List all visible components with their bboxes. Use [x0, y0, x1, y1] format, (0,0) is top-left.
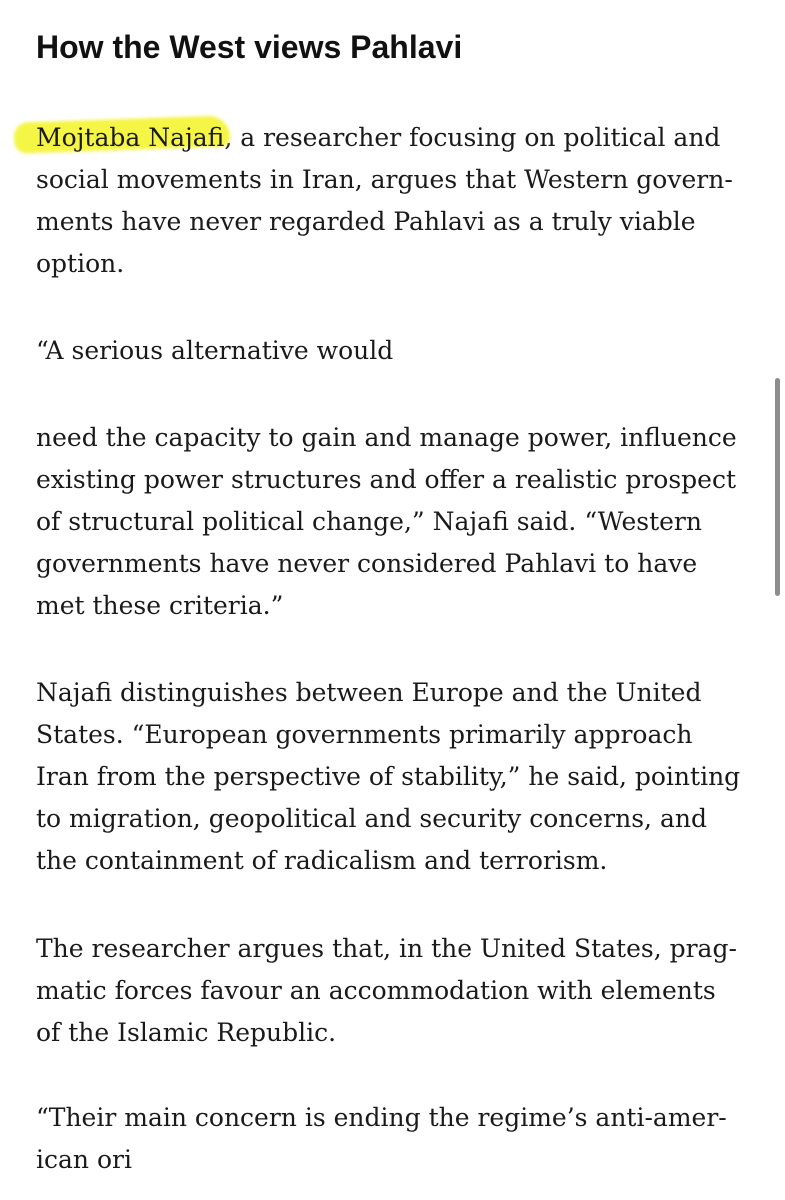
paragraph-3: [36, 417, 766, 627]
paragraph-5: [36, 928, 766, 1054]
paragraph-line: “A serious alternative would: [36, 336, 394, 365]
paragraph-line: to migration, geopolitical and security concerns, and: [36, 804, 707, 833]
paragraph-line: of structural political change,” Najafi said. “Western: [36, 507, 702, 536]
paragraph-line: “Their main concern is ending the regime’s anti-amer-: [36, 1103, 727, 1132]
paragraph-line: the containment of radicalism and terrorism.: [36, 846, 608, 875]
paragraph-line: Najafi distinguishes between Europe and the United: [36, 678, 702, 707]
paragraph-line: option.: [36, 249, 125, 278]
paragraph-text: , a researcher focusing on political and: [224, 123, 721, 152]
paragraph-line: social movements in Iran, argues that Western govern-: [36, 165, 733, 194]
paragraph-line: The researcher argues that, in the United States, prag-: [36, 934, 737, 963]
paragraph-line: ican ori: [36, 1145, 132, 1174]
paragraph-line: existing power structures and offer a realistic prospect: [36, 465, 737, 494]
paragraph-2: [36, 330, 766, 372]
paragraph-line: met these criteria.”: [36, 591, 284, 620]
paragraph-line: need the capacity to gain and manage power, influence: [36, 423, 737, 452]
paragraph-line: governments have never considered Pahlavi to have: [36, 549, 698, 578]
section-heading: How the West views Pahlavi: [36, 29, 463, 65]
paragraph-6: [36, 1097, 766, 1181]
paragraph-line: matic forces favour an accommodation with elements: [36, 976, 716, 1005]
paragraph-line: of the Islamic Republic.: [36, 1018, 337, 1047]
paragraph-line: [36, 117, 766, 159]
paragraph-4: [36, 672, 766, 882]
highlighted-name: Mojtaba Najafi: [36, 123, 225, 152]
scrollbar-thumb[interactable]: [775, 378, 780, 596]
paragraph-1: [36, 117, 766, 285]
paragraph-line: States. “European governments primarily approach: [36, 720, 693, 749]
paragraph-line: ments have never regarded Pahlavi as a truly viable: [36, 207, 696, 236]
paragraph-line: Iran from the perspective of stability,” he said, pointing: [36, 762, 741, 791]
